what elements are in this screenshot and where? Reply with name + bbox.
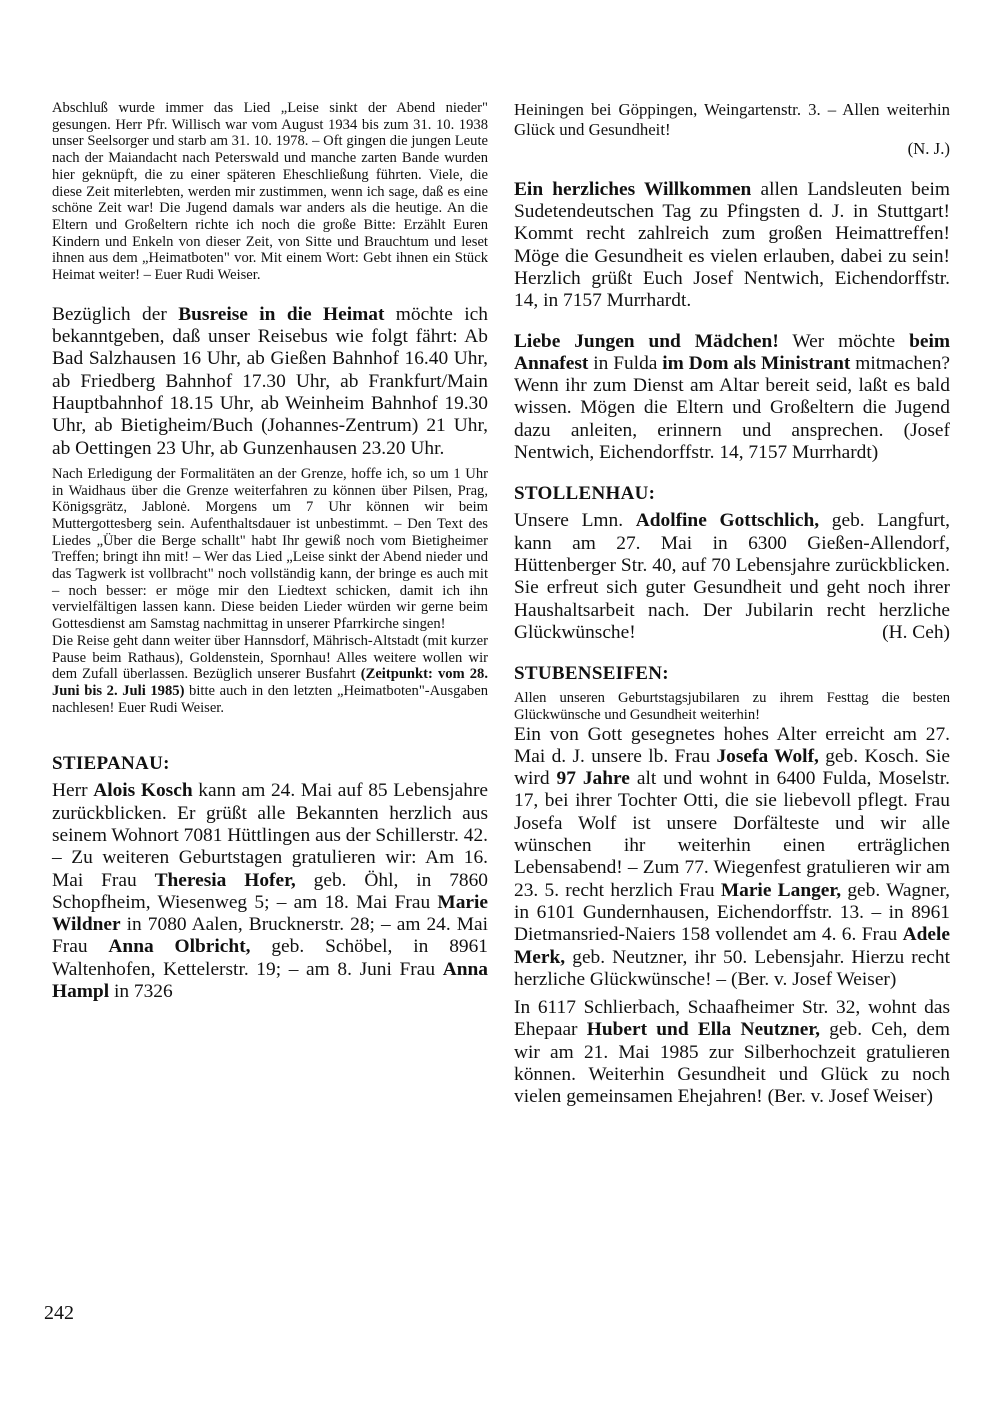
right-paragraph-heiningen: Heiningen bei Göppingen, Weingartenstr. 3. – Allen weiterhin Glück und Gesundheit! — [514, 100, 950, 139]
page-number: 242 — [44, 1302, 74, 1324]
heading-stubenseifen: STUBENSEIFEN: — [514, 663, 669, 685]
heading-stollenhau: STOLLENHAU: — [514, 483, 656, 505]
signature-hceh: (H. Ceh) — [882, 621, 950, 643]
signature-nj: (N. J.) — [907, 139, 950, 159]
left-paragraph-intro: Abschluß wurde immer das Lied „Leise sinkt der Abend nieder" gesungen. Herr Pfr. Willisch war vom August 1934 bis zum 31. 10. 1938 unser Seelsorger und starb am 31. 10. 1978. – Oft gingen die jungen Leute nach der Maiandacht nach Peterswald und manche zarten Bande wurden hier geknüpft, die zu einer späteren Eheschließung führten. Viele, die diese Zeit miterlebten, werden mir zustimmen, wenn ich sage, daß es eine schöne Zeit war! Die Jugend damals war anders als die heutige. An die Eltern und Großeltern richte ich noch die große Bitte: Erzählt Euren Kindern und Enkeln von dieser Zeit, von Sitte und Brauchtum und leset ihnen aus dem „Heimatboten" vor. Mit einem Wort: Gebt ihnen ein Stück Heimat weiter! – Euer Rudi Weiser. — [52, 100, 488, 284]
right-column — [514, 100, 950, 1109]
stollenhau-text: Unsere Lmn. Adolfine Gottschlich, geb. Langfurt, kann am 27. Mai in 6300 Gießen-Allendorf, Hüttenberger Str. 40, auf 70 Lebensjahre zurückblicken. Sie erfreut sich guter Gesundheit und geht noch ihrer Haushaltsarbeit nach. Der Jubilarin recht herzliche Glückwünsche! (H. Ceh) — [514, 510, 950, 643]
left-paragraph-busreise: Bezüglich der Busreise in die Heimat möchte ich bekanntgeben, daß unser Reisebus wie folgt fährt: Ab Bad Salzhausen 16 Uhr, ab Gießen Bahnhof 16.40 Uhr, ab Friedberg Bahnhof 17.30 Uhr, ab Frankfurt/Main Hauptbahnhof 18.15 Uhr, ab Weinheim Bahnhof 19.30 Uhr, ab Bietigheim/Buch (Johannes-Zentrum) 21 Uhr, ab Oettingen 23 Uhr, ab Gunzenhausen 23.20 Uhr. — [52, 303, 488, 459]
right-paragraph-ministrant: Liebe Jungen und Mädchen! Wer möchte beim Annafest in Fulda im Dom als Ministrant mitmachen? Wenn ihr zum Dienst am Altar bereit seid, laßt es bald wissen. Mögen die Eltern und Großeltern die Jugend dazu anleiten, erinnern und ansprechen. (Josef Nentwich, Eichendorffstr. 14, 7157 Murrhardt) — [514, 330, 951, 464]
heading-stiepanau: STIEPANAU: — [52, 753, 170, 775]
stiepanau-text: Herr Alois Kosch kann am 24. Mai auf 85 Lebensjahre zurückblicken. Er grüßt alle Bekannten herzlich aus seinem Wohnort 7081 Hüttlingen aus der Schillerstr. 42. – Zu weiteren Geburtstagen gratulieren wir: Am 16. Mai Frau Theresia Hofer, geb. Öhl, in 7860 Schopfheim, Wiesenweg 5; – am 18. Mai Frau Marie Wildner in 7080 Aalen, Brucknerstr. 28; – am 24. Mai Frau Anna Olbricht, geb. Schöbel, in 8961 Waltenhofen, Kettelerstr. 19; – am 8. Juni Frau Anna Hampl in 7326 — [52, 780, 489, 1003]
stubenseifen-silberhochzeit: In 6117 Schlierbach, Schaafheimer Str. 32, wohnt das Ehepaar Hubert und Ella Neutzner, geb. Ceh, dem wir am 21. Mai 1985 zur Silberhochzeit gratulieren können. Weiterhin Gesundheit und Glück zu noch vielen gemeinsamen Ehejahren! (Ber. v. Josef Weiser) — [514, 997, 950, 1108]
stubenseifen-intro: Allen unseren Geburtstagsjubilaren zu ihrem Festtag die besten Glückwünsche und Gesundheit weiterhin! — [514, 690, 950, 723]
section-stiepanau — [52, 752, 488, 1003]
right-paragraph-willkommen: Ein herzliches Willkommen allen Landsleuten beim Sudetendeutschen Tag zu Pfingsten d. J. in Stuttgart! Kommt recht zahlreich zum großen Heimattreffen! Möge die Gesundheit es vielen erlauben, dabei zu sein! Herzlich grüßt Euch Josef Nentwich, Eichendorffstr. 14, in 7157 Murrhardt. — [514, 178, 950, 312]
section-stubenseifen — [514, 662, 950, 1108]
busreise-bold: Busreise in die Heimat — [178, 303, 385, 325]
section-stollenhau — [514, 482, 950, 644]
left-paragraph-reise: Die Reise geht dann weiter über Hannsdorf, Mährisch-Altstadt (mit kurzer Pause beim Rathaus), Goldenstein, Spornhau! Alles weitere wollen wir dem Zufall überlassen. Bezüglich unserer Busfahrt (Zeitpunkt: vom 28. Juni bis 2. Juli 1985) bitte auch in den letzten „Heimatboten"-Ausgaben nachlesen! Euer Rudi Weiser. — [52, 632, 488, 716]
left-paragraph-grenze: Nach Erledigung der Formalitäten an der Grenze, hoffe ich, so um 1 Uhr in Waidhaus über die Grenze weiterfahren zu können über Pilsen, Prag, Königsgrätz, Jablonė. Morgens um 7 Uhr können wir beim Muttergottesberg sein. Aufenthaltsdauer ist unbestimmt. – Den Text des Liedes „Über die Berge schallt" habt Ihr gewiß noch vom Bietigheimer Treffen; bringt ihn mit! – Wer das Lied „Leise sinkt der Abend nieder und das Tagwerk ist vollbracht" noch vollständig kann, der bringe es auch mit – noch besser: er möge mir den Liedtext schicken, damit ich ihn vervielfältigen lassen kann. Diese beiden Lieder würden wir gerne beim Gottesdienst am Samstag nachmittag in unserer Pfarrkirche singen! — [52, 465, 488, 633]
stubenseifen-text: Ein von Gott gesegnetes hohes Alter erreicht am 27. Mai d. J. unsere lb. Frau Josefa Wolf, geb. Kosch. Sie wird 97 Jahre alt und wohnt in 6400 Fulda, Moselstr. 17, bei ihrer Tochter Otti, die sie liebevoll pflegt. Frau Josefa Wolf ist unsere Dorfälteste und wir alle wünschen ihr weiterhin einen erträglichen Lebensabend! – Zum 77. Wiegenfest gratulieren wir am 23. 5. recht herzlich Frau Marie Langer, geb. Wagner, in 6101 Gundernhausen, Eichendorffstr. 13. – in 8961 Dietmansried-Naiers 158 vollendet am 4. 6. Frau Adele Merk, geb. Neutzner, ihr 50. Lebensjahr. Hierzu recht herzliche Glückwünsche! – (Ber. v. Josef Weiser) — [514, 723, 950, 990]
left-column — [52, 100, 488, 1003]
zeitpunkt-bold: (Zeitpunkt: vom 28. Juni bis 2. Juli 1985) — [52, 666, 488, 699]
